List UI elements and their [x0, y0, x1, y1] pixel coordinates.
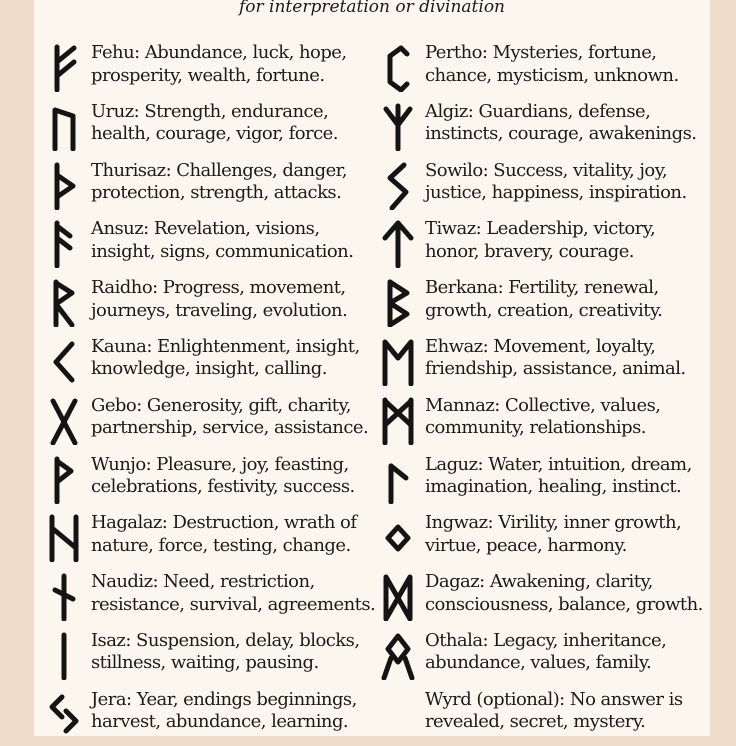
rune-description-line-2: justice, happiness, inspiration. [425, 182, 687, 204]
rune-entry-uruz [46, 99, 386, 158]
rune-description-line-2: imagination, healing, instinct. [425, 476, 682, 498]
rune-description-line-1: Pertho: Mysteries, fortune, [425, 42, 657, 63]
rune-entry-laguz [380, 452, 710, 511]
rune-entry-ehwaz [380, 334, 710, 393]
rune-entry-jera [46, 687, 386, 746]
rune-description-line-2: celebrations, festivity, success. [91, 476, 355, 498]
rune-description [91, 571, 386, 616]
rune-description [91, 42, 386, 87]
gebo-rune-icon [46, 397, 82, 445]
rune-entry-wunjo [46, 452, 386, 511]
berkana-rune-icon [380, 279, 416, 327]
rune-description [425, 42, 710, 87]
rune-description [425, 454, 710, 499]
rune-entry-isaz [46, 628, 386, 687]
rune-description-line-1: Algiz: Guardians, defense, [425, 100, 651, 122]
raidho-rune-icon [46, 279, 82, 327]
tiwaz-rune-icon [380, 220, 416, 268]
rune-entry-tiwaz [380, 216, 710, 275]
pertho-rune-icon [380, 44, 416, 92]
rune-description-line-2: consciousness, balance, growth. [425, 593, 703, 615]
rune-description-line-1: Naudiz: Need, restriction, [91, 571, 315, 593]
rune-description [425, 571, 710, 616]
rune-entry-hagalaz [46, 510, 386, 569]
rune-description [91, 101, 386, 146]
rune-description-line-2: harvest, abundance, learning. [91, 711, 349, 733]
rune-description-line-1: Jera: Year, endings beginnings, [91, 688, 357, 710]
wyrd-rune-icon [380, 691, 416, 739]
rune-description [91, 454, 386, 499]
rune-description [425, 218, 710, 263]
rune-description [91, 630, 386, 675]
laguz-rune-icon [380, 456, 416, 504]
rune-description-line-2: partnership, service, assistance. [91, 417, 369, 439]
rune-description-line-2: insight, signs, communication. [91, 240, 354, 262]
rune-description [91, 336, 386, 381]
right-column [380, 40, 710, 746]
othala-rune-icon [380, 632, 416, 680]
rune-description [425, 630, 710, 675]
rune-entry-pertho [380, 40, 710, 99]
rune-description-line-2: abundance, values, family. [425, 652, 652, 674]
rune-description [91, 160, 386, 205]
rune-description-line-1: Mannaz: Collective, values, [425, 394, 661, 416]
rune-description [425, 160, 710, 205]
rune-description-line-1: Ansuz: Revelation, visions, [91, 218, 320, 240]
rune-description-line-1: Berkana: Fertility, renewal, [425, 277, 659, 299]
sowilo-rune-icon [380, 162, 416, 210]
rune-description-line-2: knowledge, insight, calling. [91, 358, 327, 380]
hagalaz-rune-icon [46, 514, 82, 562]
rune-description-line-2: community, relationships. [425, 417, 646, 439]
rune-entry-raidho [46, 275, 386, 334]
wunjo-rune-icon [46, 456, 82, 504]
rune-description-line-2: nature, force, testing, change. [91, 534, 351, 556]
rune-entry-algiz [380, 99, 710, 158]
left-column [46, 40, 386, 746]
rune-description-line-1: Sowilo: Success, vitality, joy, [425, 159, 668, 181]
rune-description-line-2: prosperity, wealth, fortune. [91, 64, 325, 86]
ehwaz-rune-icon [380, 338, 416, 386]
rune-entry-dagaz [380, 569, 710, 628]
rune-description [91, 218, 386, 263]
rune-description-line-2: journeys, traveling, evolution. [91, 299, 348, 321]
rune-description [425, 277, 710, 322]
rune-chart-panel [34, 0, 710, 736]
rune-description-line-1: Ingwaz: Virility, inner growth, [425, 512, 682, 534]
rune-description-line-2: revealed, secret, mystery. [425, 711, 646, 733]
rune-description [91, 512, 386, 557]
rune-description [425, 336, 710, 381]
jera-rune-icon [46, 691, 82, 739]
kauna-rune-icon [46, 338, 82, 386]
rune-description-line-1: Hagalaz: Destruction, wrath of [91, 512, 357, 534]
algiz-rune-icon [380, 103, 416, 151]
rune-description-line-1: Kauna: Enlightenment, insight, [91, 335, 360, 357]
rune-entry-mannaz [380, 393, 710, 452]
rune-entry-kauna [46, 334, 386, 393]
rune-description-line-1: Fehu: Abundance, luck, hope, [91, 42, 347, 63]
rune-description-line-2: growth, creation, creativity. [425, 299, 663, 321]
rune-description-line-1: Ehwaz: Movement, loyalty, [425, 335, 656, 357]
rune-description-line-1: Dagaz: Awakening, clarity, [425, 571, 653, 593]
rune-description-line-1: Wunjo: Pleasure, joy, feasting, [91, 453, 349, 475]
subtitle: for interpretation or divination [238, 0, 505, 17]
mannaz-rune-icon [380, 397, 416, 445]
thurisaz-rune-icon [46, 162, 82, 210]
rune-description [425, 689, 710, 734]
rune-description [91, 395, 386, 440]
rune-entry-thurisaz [46, 158, 386, 217]
rune-description-line-1: Gebo: Generosity, gift, charity, [91, 394, 351, 416]
rune-description-line-1: Tiwaz: Leadership, victory, [425, 218, 656, 240]
rune-entry-ingwaz [380, 510, 710, 569]
rune-description-line-2: honor, bravery, courage. [425, 240, 634, 262]
dagaz-rune-icon [380, 573, 416, 621]
rune-description-line-2: friendship, assistance, animal. [425, 358, 686, 380]
rune-description-line-1: Raidho: Progress, movement, [91, 277, 346, 299]
rune-description-line-2: instincts, courage, awakenings. [425, 123, 697, 145]
rune-entry-sowilo [380, 158, 710, 217]
uruz-rune-icon [46, 103, 82, 151]
naudiz-rune-icon [46, 573, 82, 621]
fehu-rune-icon [46, 44, 82, 92]
rune-description-line-1: Thurisaz: Challenges, danger, [91, 159, 347, 181]
rune-entry-naudiz [46, 569, 386, 628]
ingwaz-rune-icon [380, 514, 416, 562]
rune-entry-othala [380, 628, 710, 687]
rune-description [425, 395, 710, 440]
ansuz-rune-icon [46, 220, 82, 268]
rune-entry-ansuz [46, 216, 386, 275]
rune-description-line-1: Isaz: Suspension, delay, blocks, [91, 629, 360, 651]
rune-description-line-1: Uruz: Strength, endurance, [91, 100, 329, 122]
rune-entry-wyrd [380, 687, 710, 746]
rune-description-line-2: chance, mysticism, unknown. [425, 64, 679, 86]
rune-description-line-1: Othala: Legacy, inheritance, [425, 629, 667, 651]
rune-description-line-2: health, courage, vigor, force. [91, 123, 338, 145]
rune-entry-fehu [46, 40, 386, 99]
isaz-rune-icon [46, 632, 82, 680]
rune-entry-gebo [46, 393, 386, 452]
rune-description [91, 277, 386, 322]
rune-description [425, 101, 710, 146]
rune-description-line-1: Wyrd (optional): No answer is [425, 688, 683, 710]
rune-description-line-2: protection, strength, attacks. [91, 182, 342, 204]
rune-description-line-2: virtue, peace, harmony. [425, 534, 627, 556]
rune-description [91, 689, 386, 734]
rune-description [425, 512, 710, 557]
rune-description-line-2: resistance, survival, agreements. [91, 593, 376, 615]
rune-entry-berkana [380, 275, 710, 334]
rune-description-line-1: Laguz: Water, intuition, dream, [425, 453, 692, 475]
rune-description-line-2: stillness, waiting, pausing. [91, 652, 319, 674]
